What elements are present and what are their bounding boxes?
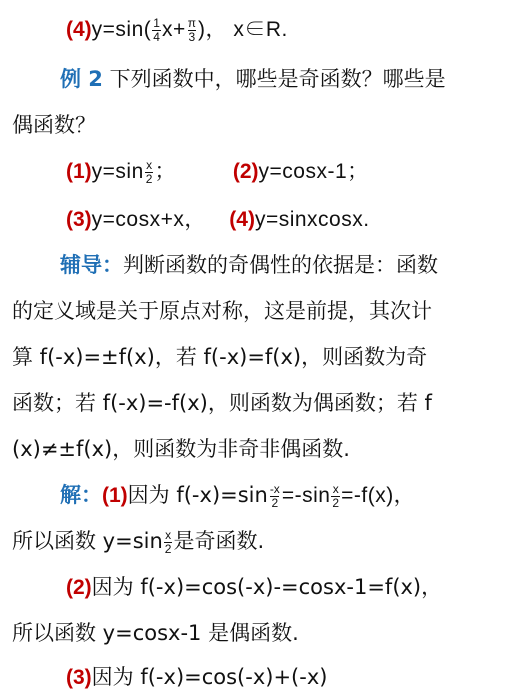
solution-text: 因为 f(-x)=cos(-x)-=cosx-1=f(x)，: [91, 575, 443, 599]
formula-text: y=sin: [91, 160, 144, 183]
guide-label: 辅导：: [60, 253, 123, 277]
guide-text: 函数；若 f(-x)=-f(x)，则函数为偶函数；若 f: [12, 391, 432, 415]
fraction: [145, 159, 154, 186]
item-number: (3): [66, 666, 92, 689]
guide-text: (x)≠±f(x)，则函数为非奇非偶函数.: [12, 437, 350, 461]
item-number: (1): [66, 160, 92, 183]
numerator: π: [187, 15, 197, 30]
solution-label: 解：: [60, 483, 102, 507]
guide-text: 的定义域是关于原点对称，这是前提，其次计: [12, 299, 432, 323]
formula-text: ；: [154, 159, 176, 183]
fraction: [164, 529, 173, 556]
solution-text: 所以函数 y=cosx-1 是偶函数.: [12, 621, 299, 645]
item-4-function: [66, 16, 528, 44]
item-number: (3): [66, 208, 92, 231]
solution-text: 因为 f(-x)=cos(-x)+(-x): [91, 665, 328, 689]
guide-line-1: [60, 252, 528, 278]
solution-line-2: [12, 528, 528, 556]
solution-line-5: [66, 664, 528, 691]
denominator: 4: [153, 29, 160, 44]
guide-line-4: [12, 390, 528, 416]
example-heading: [60, 66, 528, 92]
fraction: [187, 17, 197, 44]
solution-line-4: [12, 620, 528, 646]
items-row-2: [66, 206, 528, 233]
denominator: 2: [164, 541, 172, 556]
solution-text: 因为 f(-x)=sin: [127, 483, 268, 507]
item-number: (2): [232, 160, 259, 183]
solution-line-1: [60, 482, 528, 510]
item-number: (1): [102, 484, 128, 507]
example-text: 偶函数？: [12, 113, 96, 137]
formula-text: y=cosx-1；: [258, 160, 369, 183]
numerator: 1: [153, 15, 160, 30]
numerator: x: [165, 527, 172, 542]
denominator: 3: [188, 29, 196, 44]
formula-text: x+: [161, 18, 186, 41]
numerator: x: [146, 157, 153, 172]
solution-line-3: [66, 574, 528, 601]
formula-text: =-sin: [281, 484, 331, 507]
guide-text: 算 f(-x)=±f(x)，若 f(-x)=f(x)，则函数为奇: [12, 345, 428, 369]
fraction: [152, 17, 161, 44]
denominator: 2: [271, 495, 279, 510]
fraction: [269, 483, 281, 510]
fraction: [331, 483, 340, 510]
items-row-1: [66, 158, 528, 186]
guide-line-3: [12, 344, 528, 370]
example-label: 例 2: [60, 67, 103, 91]
guide-line-5: [12, 436, 528, 462]
guide-line-2: [12, 298, 528, 324]
example-text: 下列函数中，哪些是奇函数？哪些是: [102, 67, 446, 91]
item-number: (4): [229, 208, 255, 231]
solution-text: 是奇函数.: [173, 529, 265, 553]
denominator: 2: [145, 171, 153, 186]
item-number: (4): [66, 18, 92, 41]
solution-text: 所以函数 y=sin: [12, 529, 163, 553]
numerator: -x: [269, 481, 280, 496]
item-number: (2): [66, 576, 92, 599]
formula-text: y=sin(: [91, 18, 152, 41]
formula-text: )， x∈R.: [198, 18, 288, 41]
formula-text: y=cosx+x，: [91, 208, 206, 231]
guide-text: 判断函数的奇偶性的依据是：函数: [123, 253, 438, 277]
numerator: x: [332, 481, 339, 496]
example-text-line2: [12, 112, 528, 138]
denominator: 2: [332, 495, 340, 510]
formula-text: =-f(x)，: [341, 484, 416, 507]
formula-text: y=sinxcosx.: [254, 208, 370, 231]
